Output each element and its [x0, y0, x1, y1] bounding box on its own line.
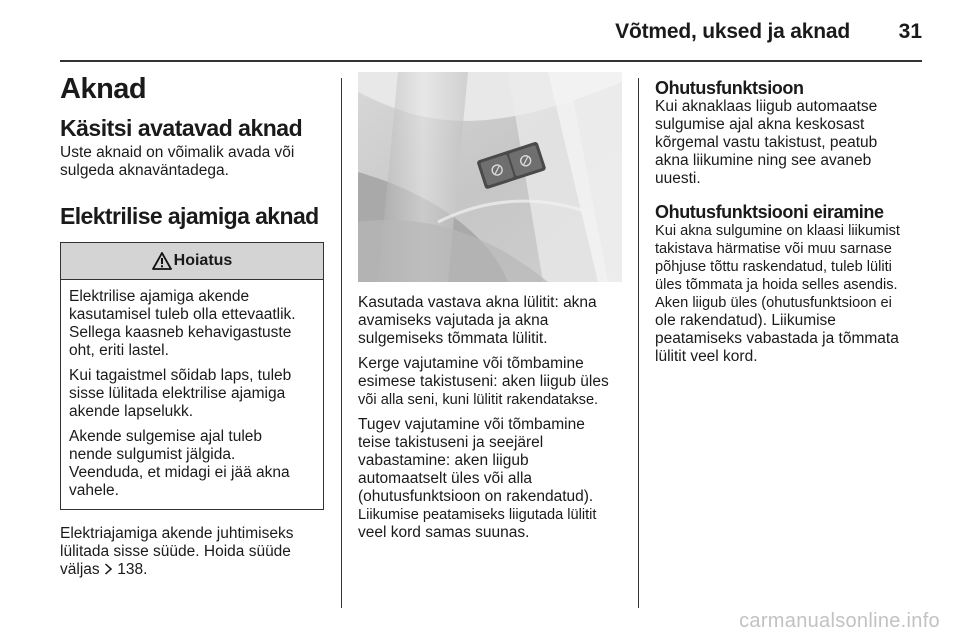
column-divider-1: [341, 78, 342, 608]
column-2: [358, 72, 622, 542]
section-title: Võtmed, uksed ja aknad: [615, 20, 850, 43]
warning-paragraph: Akende sulgemise ajal tuleb nende sulgumist jälgida. Veenduda, et midagi ei jää akna vahele.: [69, 428, 290, 499]
page-header: [0, 0, 960, 62]
heading-safety-function: Ohutusfunktsioon: [655, 78, 804, 98]
instruction-paragraph: Kasutada vastava akna lülitit: akna avamiseks vajutada ja akna sulgemiseks tõmmata lülitit.: [358, 294, 597, 347]
heading-windows: Aknad: [60, 73, 147, 105]
column-1: [60, 72, 324, 579]
heading-manual-windows: Käsitsi avatavad aknad: [60, 115, 303, 141]
manual-windows-text: Uste aknaid on võimalik avada või sulgeda aknaväntadega.: [60, 144, 295, 179]
heading-safety-override: Ohutusfunktsiooni eiramine: [655, 202, 884, 222]
switch-instructions: [358, 294, 622, 542]
warning-paragraph: Elektrilise ajamiga akende kasutamisel tuleb olla ettevaatlik. Sellega kaasneb kehavigastuste oht, eriti lastel.: [69, 288, 296, 359]
column-divider-2: [638, 78, 639, 608]
warning-box: [60, 242, 324, 510]
warning-paragraph: Kui tagaistmel sõidab laps, tuleb sisse lülitada elektrilise ajamiga akende lapselukk.: [69, 367, 292, 420]
page-reference-icon: [104, 563, 113, 575]
instruction-paragraph: Tugev vajutamine või tõmbamine teise takistuseni ja seejärel vabastamine: aken liigub automaatselt üles või alla (ohutusfunktsioon on rakendatud). Liikumise peatamiseks liigutada lülitit veel kord samas suunas.: [358, 416, 597, 541]
warning-triangle-icon: [152, 252, 172, 270]
watermark: carmanualsonline.info: [739, 610, 940, 632]
warning-title: Hoiatus: [173, 252, 233, 269]
warning-body: [61, 280, 323, 509]
safety-function-text: Kui aknaklaas liigub automaatse sulgumise ajal akna keskosast kõrgemal vastu takistust, peatub akna liikumine ning see avaneb uuesti.: [655, 98, 878, 187]
header-rule: [60, 60, 922, 62]
page-reference[interactable]: 138.: [117, 561, 148, 578]
page-number: 31: [898, 20, 922, 43]
instruction-paragraph: Kerge vajutamine või tõmbamine esimese takistuseni: aken liigub üles või alla seni, kuni lülitit rakendatakse.: [358, 355, 609, 408]
heading-electric-windows: Elektrilise ajamiga aknad: [60, 203, 319, 229]
ignition-text: Elektriajamiga akende juhtimiseks lülitada sisse süüde. Hoida süüde väljas 138.: [60, 525, 294, 578]
window-switch-photo: [358, 72, 622, 282]
safety-override-text: Kui akna sulgumine on klaasi liikumist takistava härmatise või muu sarnase põhjuse tõttu raskendatud, tuleb lüliti üles tõmmata ja hoida selles asendis. Aken liigub üles (ohutusfunktsioon ei ole rakendatud). Liikumise peatamiseks vabastada ja tõmmata lülitit veel kord.: [655, 223, 900, 365]
warning-header: [61, 243, 323, 280]
column-3: [655, 78, 925, 366]
